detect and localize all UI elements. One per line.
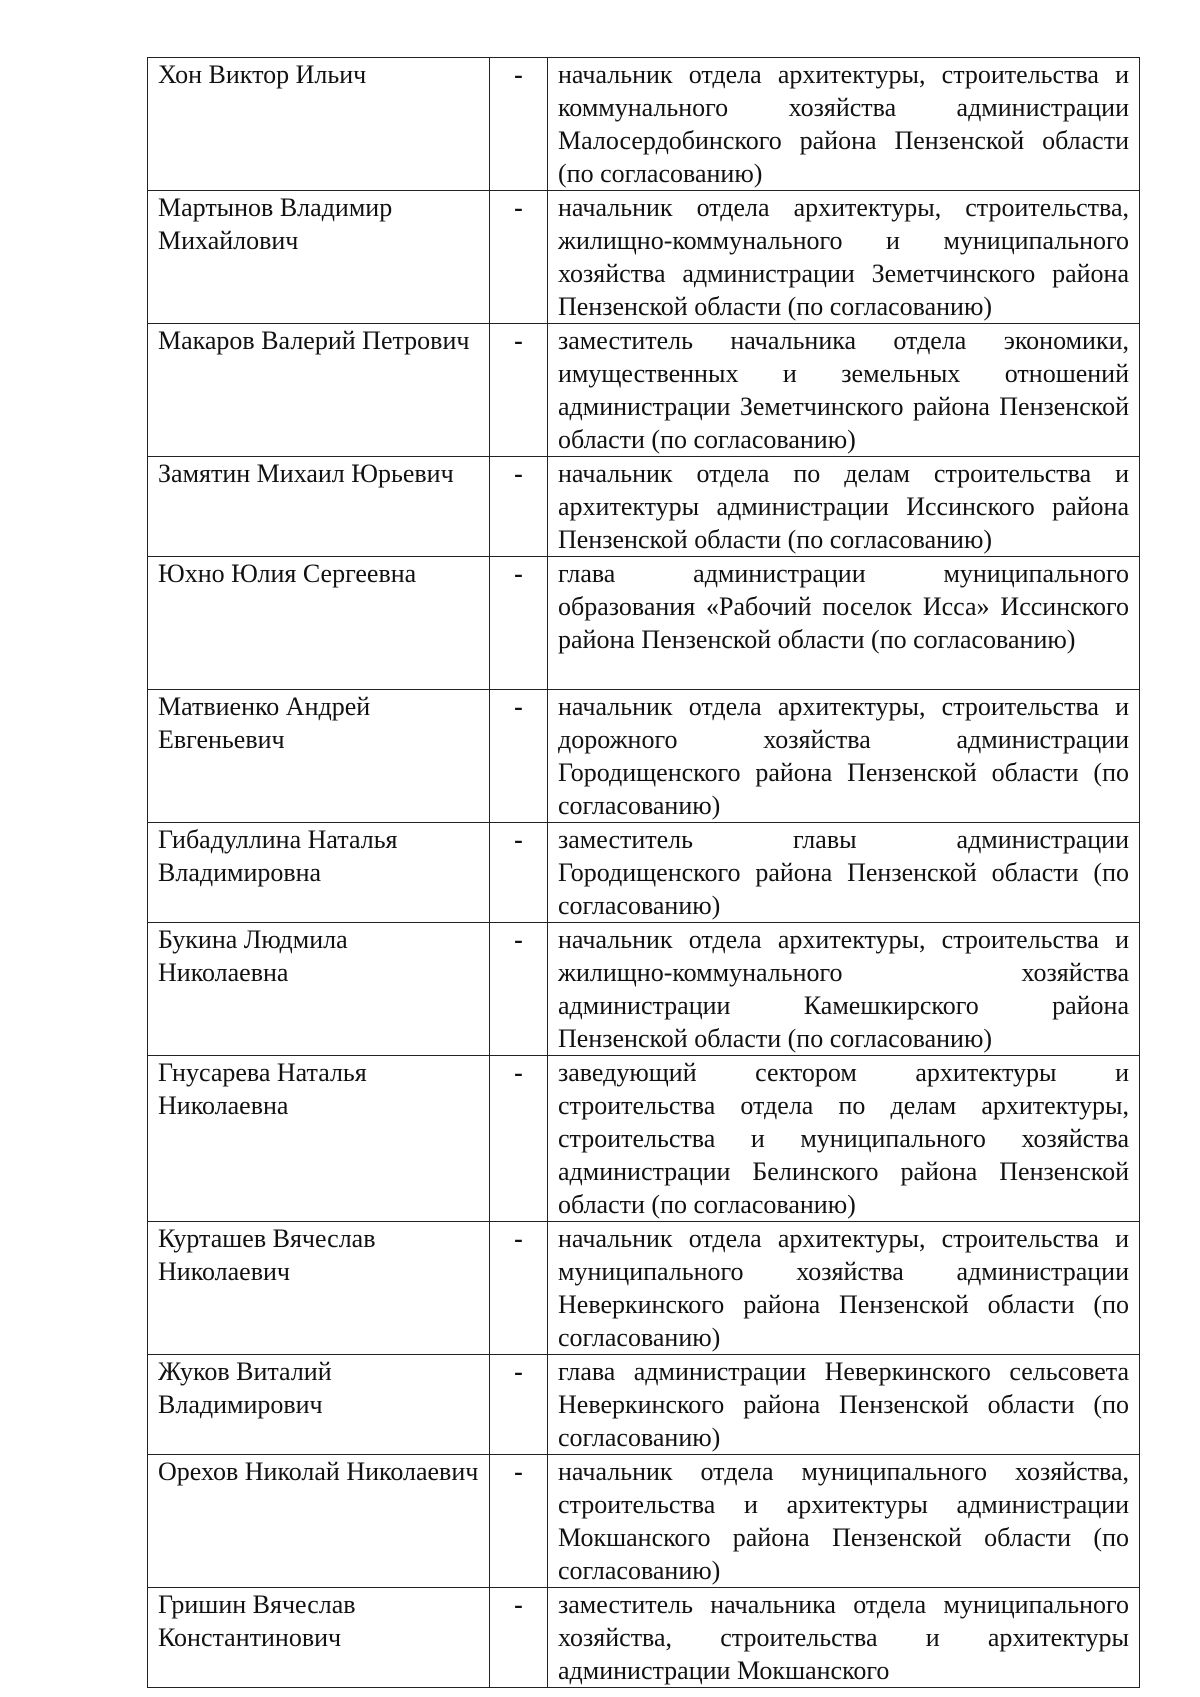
member-name: Гнусарева Наталья Николаевна (148, 1056, 490, 1222)
table-row (148, 690, 1140, 823)
member-name: Замятин Михаил Юрьевич (148, 457, 490, 557)
member-name: Матвиенко Андрей Евгеньевич (148, 690, 490, 823)
dash-separator: - (490, 1056, 548, 1222)
table-row (148, 191, 1140, 324)
dash-separator: - (490, 557, 548, 690)
dash-separator: - (490, 1588, 548, 1688)
member-position: начальник отдела архитектуры, строительства, жилищно-коммунального и муниципального хозяйства администрации Земетчинского района Пензенской области (по согласованию) (548, 191, 1140, 324)
table-row (148, 324, 1140, 457)
member-name: Курташев Вячеслав Николаевич (148, 1222, 490, 1355)
table-row (148, 823, 1140, 923)
member-name: Макаров Валерий Петрович (148, 324, 490, 457)
dash-separator: - (490, 457, 548, 557)
commission-members-table (147, 57, 1140, 1688)
table-row (148, 923, 1140, 1056)
dash-separator: - (490, 324, 548, 457)
dash-separator: - (490, 1455, 548, 1588)
dash-separator: - (490, 58, 548, 191)
member-position: заместитель главы администрации Городищенского района Пензенской области (по согласованию) (548, 823, 1140, 923)
member-name: Орехов Николай Николаевич (148, 1455, 490, 1588)
table-row (148, 58, 1140, 191)
table-row (148, 1588, 1140, 1688)
member-name: Юхно Юлия Сергеевна (148, 557, 490, 690)
member-position: начальник отдела архитектуры, строительства и жилищно-коммунального хозяйства администрации Камешкирского района Пензенской области (по согласованию) (548, 923, 1140, 1056)
table-row (148, 1222, 1140, 1355)
table-row (148, 1455, 1140, 1588)
dash-separator: - (490, 923, 548, 1056)
document-page (147, 57, 1140, 1688)
member-position: начальник отдела архитектуры, строительства и коммунального хозяйства администрации Малосердобинского района Пензенской области (по согласованию) (548, 58, 1140, 191)
member-name: Букина Людмила Николаевна (148, 923, 490, 1056)
table-row (148, 1056, 1140, 1222)
dash-separator: - (490, 1222, 548, 1355)
member-position: заведующий сектором архитектуры и строительства отдела по делам архитектуры, строительства и муниципального хозяйства администрации Белинского района Пензенской области (по согласованию) (548, 1056, 1140, 1222)
member-position: заместитель начальника отдела муниципального хозяйства, строительства и архитектуры администрации Мокшанского (548, 1588, 1140, 1688)
dash-separator: - (490, 690, 548, 823)
member-position: начальник отдела по делам строительства и архитектуры администрации Иссинского района Пензенской области (по согласованию) (548, 457, 1140, 557)
member-name: Гибадуллина Наталья Владимировна (148, 823, 490, 923)
dash-separator: - (490, 1355, 548, 1455)
member-name: Мартынов Владимир Михайлович (148, 191, 490, 324)
member-name: Гришин Вячеслав Константинович (148, 1588, 490, 1688)
member-position: начальник отдела муниципального хозяйства, строительства и архитектуры администрации Мокшанского района Пензенской области (по согласованию) (548, 1455, 1140, 1588)
member-position: глава администрации муниципального образования «Рабочий поселок Исса» Иссинского района Пензенской области (по согласованию) (548, 557, 1140, 690)
table-row (148, 557, 1140, 690)
member-name: Хон Виктор Ильич (148, 58, 490, 191)
dash-separator: - (490, 823, 548, 923)
table-row (148, 457, 1140, 557)
table-row (148, 1355, 1140, 1455)
member-position: начальник отдела архитектуры, строительства и муниципального хозяйства администрации Неверкинского района Пензенской области (по согласованию) (548, 1222, 1140, 1355)
member-position: заместитель начальника отдела экономики, имущественных и земельных отношений администрации Земетчинского района Пензенской области (по согласованию) (548, 324, 1140, 457)
member-position: начальник отдела архитектуры, строительства и дорожного хозяйства администрации Городищенского района Пензенской области (по согласованию) (548, 690, 1140, 823)
member-name: Жуков Виталий Владимирович (148, 1355, 490, 1455)
member-position: глава администрации Неверкинского сельсовета Неверкинского района Пензенской области (по согласованию) (548, 1355, 1140, 1455)
dash-separator: - (490, 191, 548, 324)
